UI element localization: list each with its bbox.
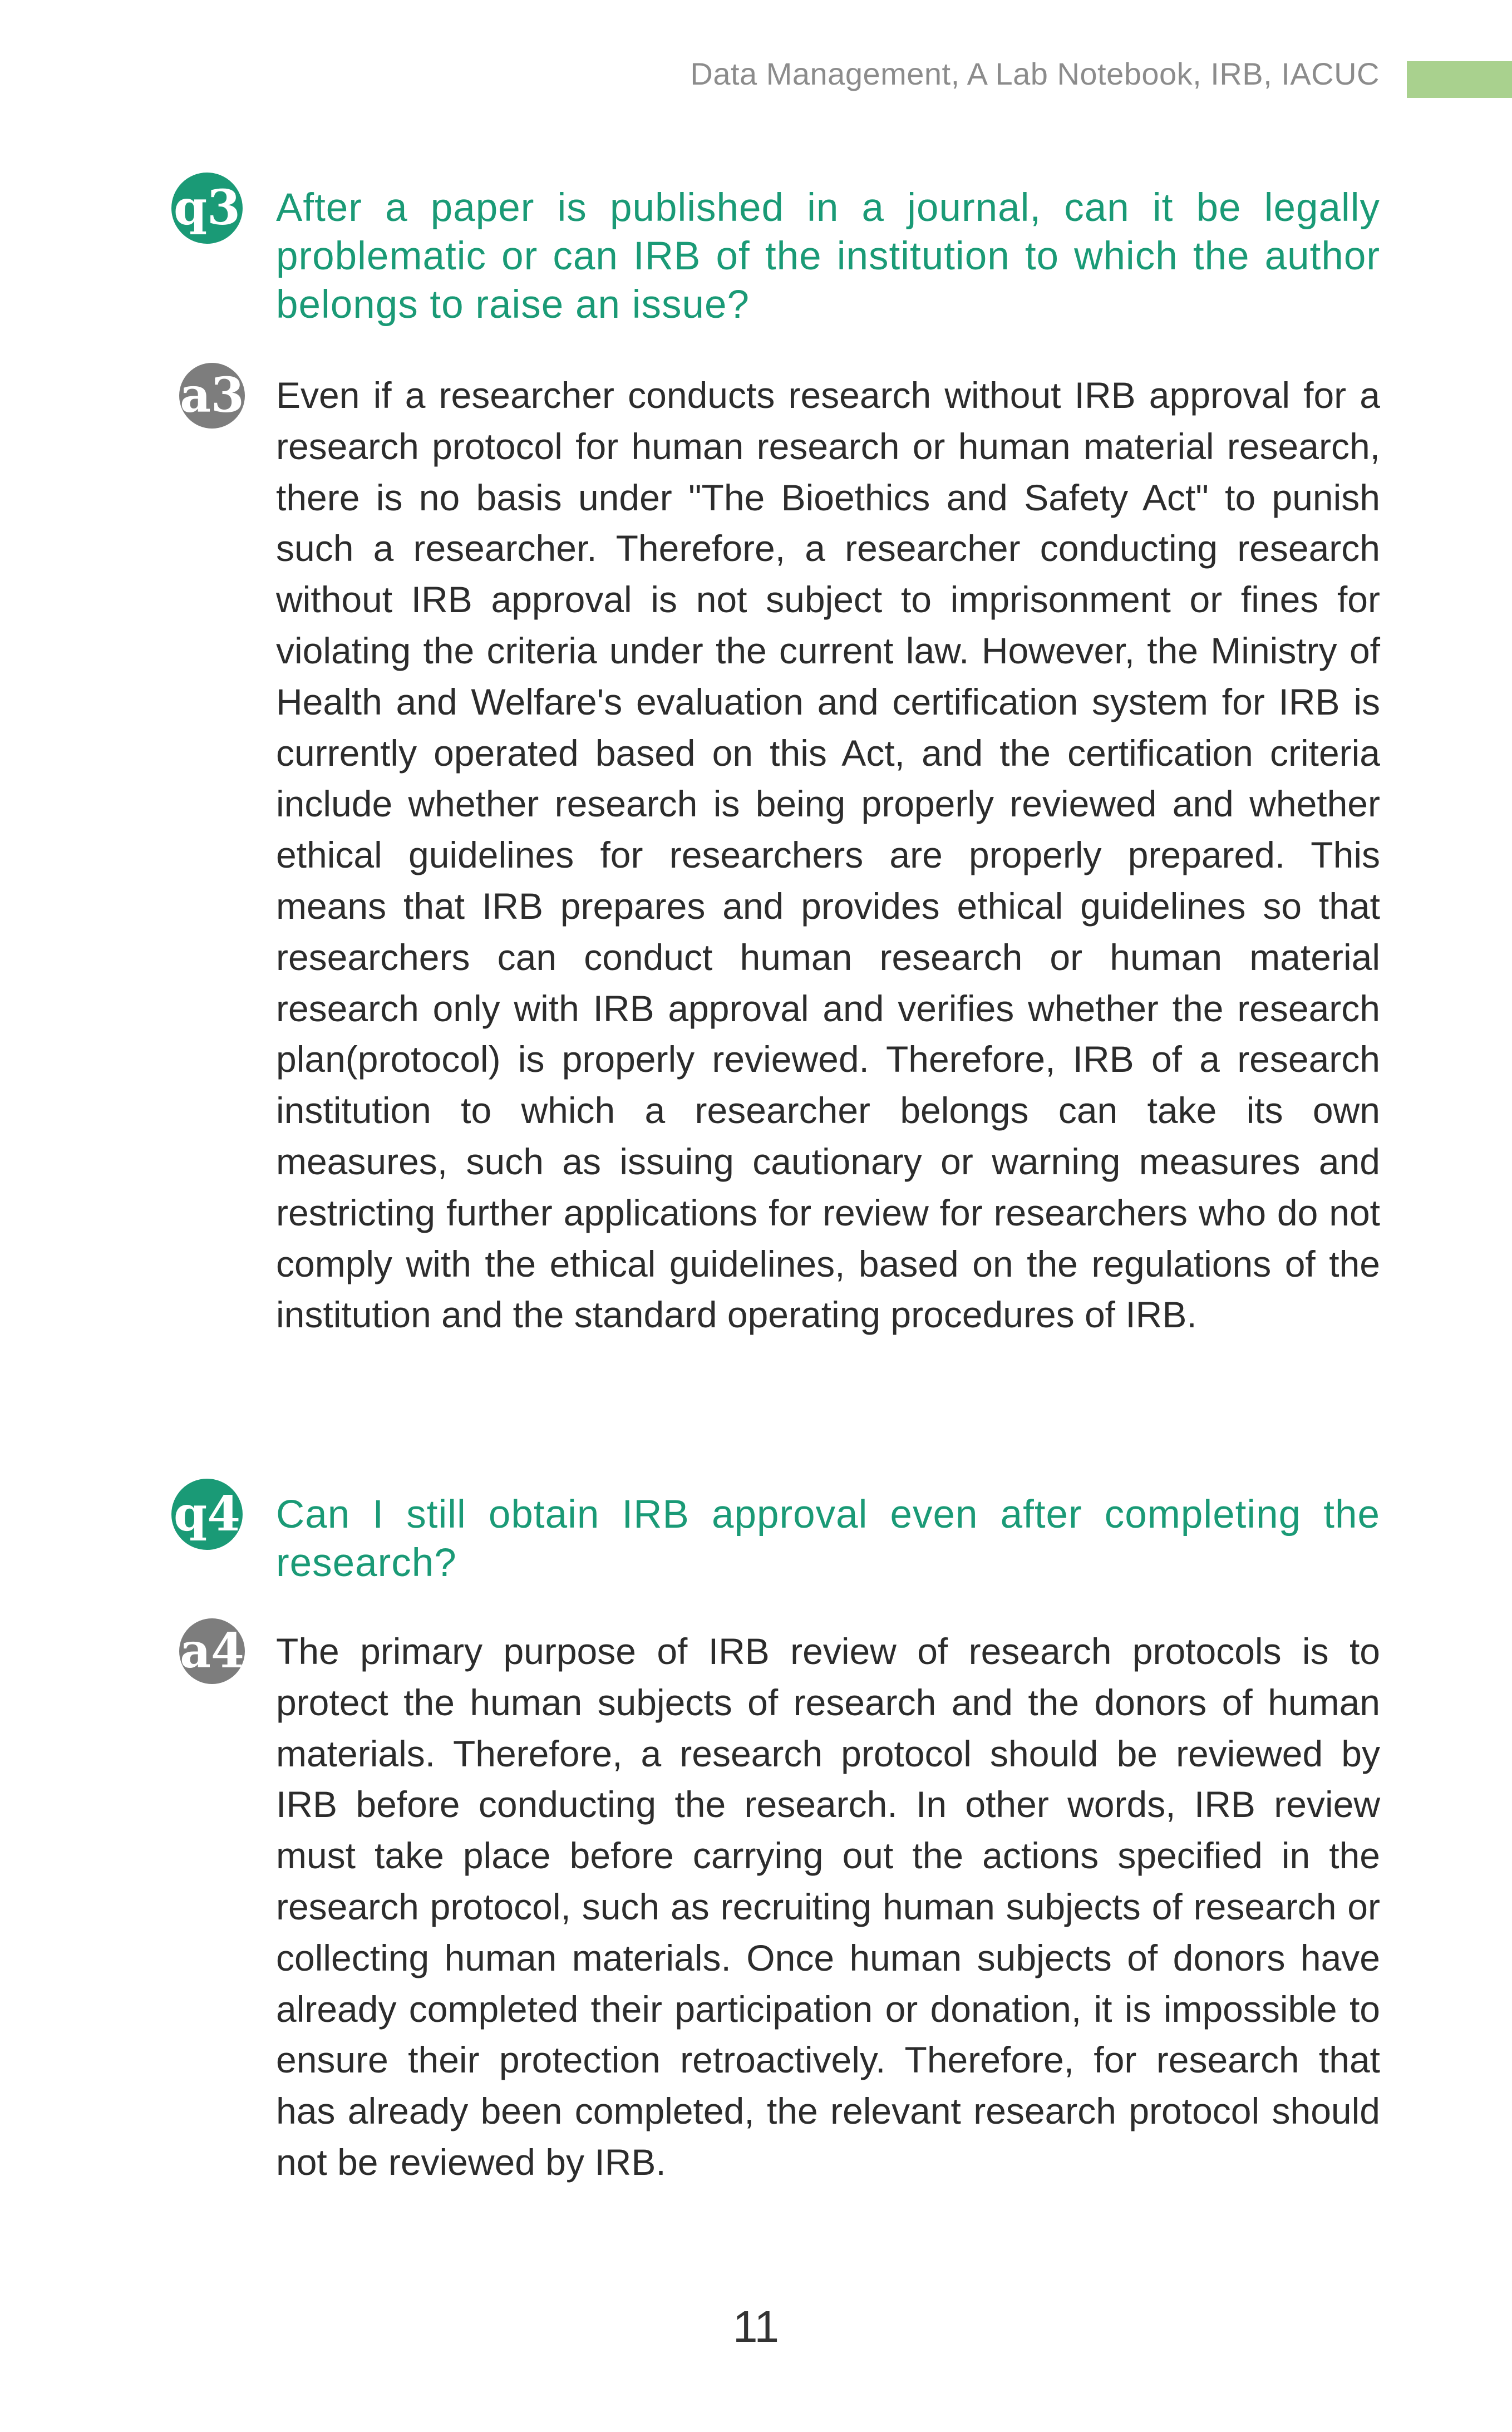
answer-badge-icon: a4: [179, 1618, 245, 1684]
answer-text: Even if a researcher conducts research without IRB approval for a research protocol for human research or human material research, there is no basis under "The Bioethics and Safety Act" to punish such a researcher. Therefore, a researcher conducting research without IRB approval is not subject to imprisonment or fines for violating the criteria under the current law. However, the Ministry of Health and Welfare's evaluation and certification system for IRB is currently operated based on this Act, and the certification criteria include whether research is being properly reviewed and whether ethical guidelines for researchers are properly prepared. This means that IRB prepares and provides ethical guidelines so that researchers can conduct human research or human material research only with IRB approval and verifies whether the research plan(protocol) is properly reviewed. Therefore, IRB of a research institution to which a researcher belongs can take its own measures, such as issuing cautionary or warning measures and restricting further applications for review for researchers who do not comply with the ethical guidelines, based on the regulations of the institution and the standard operating procedures of IRB.: [276, 375, 1380, 1336]
running-header-title: Data Management, A Lab Notebook, IRB, IACUC: [690, 56, 1380, 91]
page-number: 11: [732, 2302, 780, 2351]
question-text: Can I still obtain IRB approval even after completing the research?: [276, 1493, 1380, 1585]
question-text: After a paper is published in a journal, can it be legally problematic or can IRB of the institution to which the author belongs to raise an issue?: [276, 186, 1380, 327]
question-badge-icon: q4: [171, 1479, 243, 1550]
answer-badge-icon: a3: [179, 363, 245, 429]
question-badge-icon: q3: [171, 173, 243, 244]
header-accent-bar: [1407, 61, 1512, 98]
answer-text: The primary purpose of IRB review of research protocols is to protect the human subjects of research and the donors of human materials. Therefore, a research protocol should be reviewed by IRB before conducting the research. In other words, IRB review must take place before carrying out the actions specified in the research protocol, such as recruiting human subjects of research or collecting human materials. Once human subjects of donors have already completed their participation or donation, it is impossible to ensure their protection retroactively. Therefore, for research that has already been completed, the relevant research protocol should not be reviewed by IRB.: [276, 1631, 1380, 2183]
